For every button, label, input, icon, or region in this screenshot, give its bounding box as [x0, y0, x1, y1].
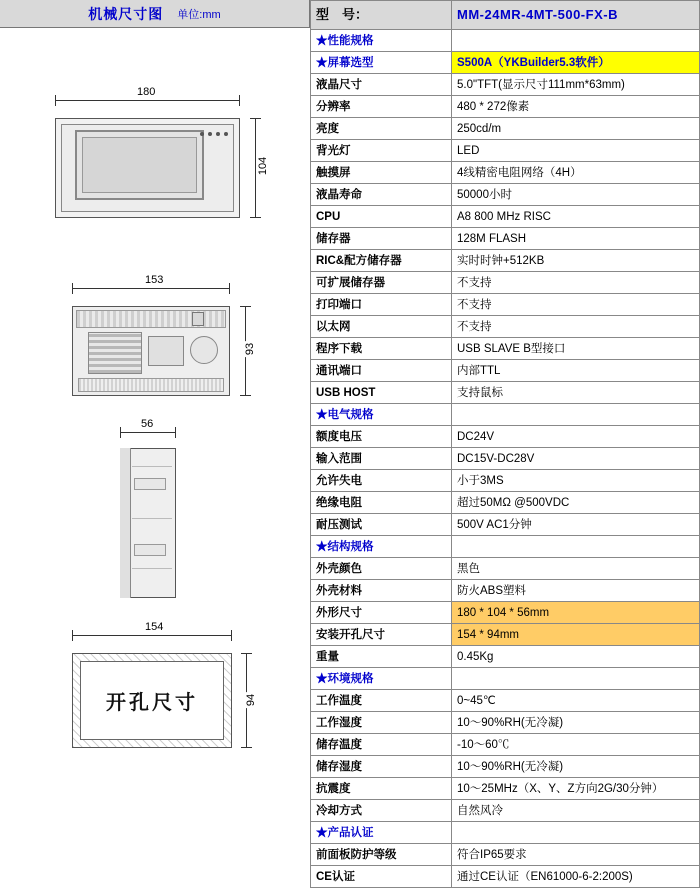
spec-value: 128M FLASH [452, 228, 700, 250]
rear-width-tick-left [72, 283, 73, 294]
front-height-label: 104 [257, 156, 270, 176]
front-screen-display [82, 137, 197, 193]
spec-value: 4线精密电阻网络（4H） [452, 162, 700, 184]
spec-label: 液晶尺寸 [311, 74, 452, 96]
spec-label: ★结构规格 [311, 536, 452, 558]
table-row [311, 624, 700, 646]
spec-value: 支持鼠标 [452, 382, 700, 404]
cutout-height-tick-top [241, 653, 252, 654]
spec-label: 绝缘电阻 [311, 492, 452, 514]
spec-value: 内部TTL [452, 360, 700, 382]
side-front-bezel [120, 448, 131, 598]
table-row [311, 690, 700, 712]
table-row [311, 734, 700, 756]
spec-value: 180 * 104 * 56mm [452, 602, 700, 624]
spec-label: 重量 [311, 646, 452, 668]
spec-value: 10～25MHz（X、Y、Z方向2G/30分钟） [452, 778, 700, 800]
rear-width-label: 153 [145, 274, 164, 286]
table-row [311, 338, 700, 360]
table-row [311, 426, 700, 448]
spec-label: 储存湿度 [311, 756, 452, 778]
front-width-label: 180 [137, 86, 156, 98]
model-value: MM-24MR-4MT-500-FX-B [452, 1, 700, 30]
spec-value [452, 30, 700, 52]
spec-value: 黑色 [452, 558, 700, 580]
specification-panel [310, 0, 700, 883]
spec-label: 输入范围 [311, 448, 452, 470]
spec-label: 工作湿度 [311, 712, 452, 734]
table-row [311, 272, 700, 294]
spec-label: 冷却方式 [311, 800, 452, 822]
table-row [311, 118, 700, 140]
spec-value: 5.0"TFT(显示尺寸111mm*63mm) [452, 74, 700, 96]
spec-value: 不支持 [452, 272, 700, 294]
led-icon [224, 132, 228, 136]
rear-height-tick-top [240, 306, 251, 307]
spec-value: 防火ABS塑料 [452, 580, 700, 602]
spec-value: 250cd/m [452, 118, 700, 140]
spec-label: 安装开孔尺寸 [311, 624, 452, 646]
spec-label: 背光灯 [311, 140, 452, 162]
rear-width-tick-right [229, 283, 230, 294]
model-label: 型 号： [311, 1, 452, 30]
table-row [311, 602, 700, 624]
table-row [311, 668, 700, 690]
side-width-tick-left [120, 427, 121, 438]
table-row [311, 404, 700, 426]
front-led-indicators [200, 132, 228, 136]
spec-label: ★环境规格 [311, 668, 452, 690]
spec-label: 前面板防护等级 [311, 844, 452, 866]
front-width-tick-right [239, 95, 240, 106]
table-row [311, 844, 700, 866]
spec-label: 亮度 [311, 118, 452, 140]
specification-table-body [311, 1, 700, 888]
table-row [311, 30, 700, 52]
table-row [311, 448, 700, 470]
cutout-width-tick-right [231, 630, 232, 641]
cutout-view-drawing [72, 653, 232, 748]
rear-usb-port [192, 312, 204, 326]
spec-value [452, 822, 700, 844]
spec-label: RIC&配方储存器 [311, 250, 452, 272]
spec-label: CPU [311, 206, 452, 228]
table-row [311, 492, 700, 514]
spec-label: ★电气规格 [311, 404, 452, 426]
spec-value: DC24V [452, 426, 700, 448]
cutout-opening [80, 661, 224, 740]
spec-label: 抗震度 [311, 778, 452, 800]
mechanical-drawing-panel [0, 0, 310, 812]
cutout-width-label: 154 [145, 621, 164, 633]
spec-label: CE认证 [311, 866, 452, 888]
spec-value: 不支持 [452, 294, 700, 316]
spec-label: 打印端口 [311, 294, 452, 316]
rear-vent-grille [88, 332, 142, 374]
spec-label: 储存器 [311, 228, 452, 250]
spec-label: 分辨率 [311, 96, 452, 118]
table-row [311, 360, 700, 382]
side-line [132, 466, 172, 467]
cutout-caption: 开孔尺寸 [106, 692, 198, 714]
specification-table [310, 0, 700, 888]
table-row [311, 162, 700, 184]
table-row [311, 228, 700, 250]
side-width-label: 56 [141, 418, 154, 430]
front-screen-frame [75, 130, 204, 200]
spec-label: 程序下载 [311, 338, 452, 360]
table-row [311, 580, 700, 602]
table-row [311, 206, 700, 228]
spec-value: 50000小时 [452, 184, 700, 206]
spec-value: A8 800 MHz RISC [452, 206, 700, 228]
spec-value: -10～60℃ [452, 734, 700, 756]
spec-value: S500A（YKBuilder5.3软件） [452, 52, 700, 74]
front-view-drawing [55, 118, 240, 218]
spec-value [452, 536, 700, 558]
spec-label: 可扩展储存器 [311, 272, 452, 294]
table-row [311, 294, 700, 316]
table-row [311, 646, 700, 668]
spec-value [452, 404, 700, 426]
front-height-tick-top [250, 118, 261, 119]
cutout-width-dimline [72, 635, 232, 636]
spec-label: 液晶寿命 [311, 184, 452, 206]
table-row [311, 184, 700, 206]
rear-bottom-terminal-strip [78, 378, 224, 392]
spec-label: 以太网 [311, 316, 452, 338]
spec-value [452, 668, 700, 690]
led-icon [200, 132, 204, 136]
spec-label: 额度电压 [311, 426, 452, 448]
side-notch [134, 544, 166, 556]
spec-value: 自然风冷 [452, 800, 700, 822]
drawing-canvas [0, 28, 310, 812]
spec-label: ★性能规格 [311, 30, 452, 52]
table-header-row [311, 1, 700, 30]
table-row [311, 866, 700, 888]
spec-label: 工作温度 [311, 690, 452, 712]
spec-value: 实时时钟+512KB [452, 250, 700, 272]
spec-value: 通过CE认证（EN61000-6-2:200S) [452, 866, 700, 888]
table-row [311, 778, 700, 800]
spec-value: 0.45Kg [452, 646, 700, 668]
cutout-width-tick-left [72, 630, 73, 641]
table-row [311, 74, 700, 96]
rear-round-module [190, 336, 218, 364]
spec-value: 0~45℃ [452, 690, 700, 712]
drawing-unit-label: 单位:mm [177, 8, 221, 21]
spec-label: 外形尺寸 [311, 602, 452, 624]
drawing-header [0, 0, 309, 28]
table-row [311, 558, 700, 580]
spec-value: 154 * 94mm [452, 624, 700, 646]
side-width-tick-right [175, 427, 176, 438]
side-view-drawing [120, 448, 176, 598]
table-row [311, 756, 700, 778]
table-row [311, 514, 700, 536]
spec-label: ★产品认证 [311, 822, 452, 844]
rear-chip-module [148, 336, 184, 366]
spec-value: 超过50MΩ @500VDC [452, 492, 700, 514]
spec-value: USB SLAVE B型接口 [452, 338, 700, 360]
spec-label: 耐压测试 [311, 514, 452, 536]
front-width-tick-left [55, 95, 56, 106]
spec-label: 外壳材料 [311, 580, 452, 602]
spec-value: 符合IP65要求 [452, 844, 700, 866]
spec-label: 储存温度 [311, 734, 452, 756]
front-height-tick-bottom [250, 217, 261, 218]
table-row [311, 52, 700, 74]
table-row [311, 800, 700, 822]
table-row [311, 712, 700, 734]
rear-view-drawing [72, 306, 230, 396]
table-row [311, 140, 700, 162]
table-row [311, 470, 700, 492]
cutout-height-tick-bottom [241, 747, 252, 748]
spec-value: 10～90%RH(无冷凝) [452, 756, 700, 778]
drawing-title: 机械尺寸图 [88, 5, 164, 22]
rear-height-label: 93 [244, 342, 257, 356]
spec-label: ★屏幕选型 [311, 52, 452, 74]
led-icon [216, 132, 220, 136]
front-width-dimline [55, 100, 240, 101]
spec-value: LED [452, 140, 700, 162]
spec-value: 小于3MS [452, 470, 700, 492]
spec-value: DC15V-DC28V [452, 448, 700, 470]
front-height-dimline [255, 118, 256, 218]
table-row [311, 822, 700, 844]
spec-label: 通讯端口 [311, 360, 452, 382]
rear-height-tick-bottom [240, 395, 251, 396]
cutout-height-label: 94 [245, 693, 258, 707]
table-row [311, 250, 700, 272]
led-icon [208, 132, 212, 136]
spec-label: 触摸屏 [311, 162, 452, 184]
table-row [311, 382, 700, 404]
rear-width-dimline [72, 288, 230, 289]
spec-value: 10～90%RH(无冷凝) [452, 712, 700, 734]
side-width-dimline [120, 432, 176, 433]
side-notch [134, 478, 166, 490]
spec-value: 500V AC1分钟 [452, 514, 700, 536]
spec-label: 外壳颜色 [311, 558, 452, 580]
table-row [311, 96, 700, 118]
table-row [311, 316, 700, 338]
side-line [132, 568, 172, 569]
spec-value: 不支持 [452, 316, 700, 338]
table-row [311, 536, 700, 558]
side-line [132, 518, 172, 519]
spec-label: 允许失电 [311, 470, 452, 492]
spec-label: USB HOST [311, 382, 452, 404]
spec-value: 480 * 272像素 [452, 96, 700, 118]
